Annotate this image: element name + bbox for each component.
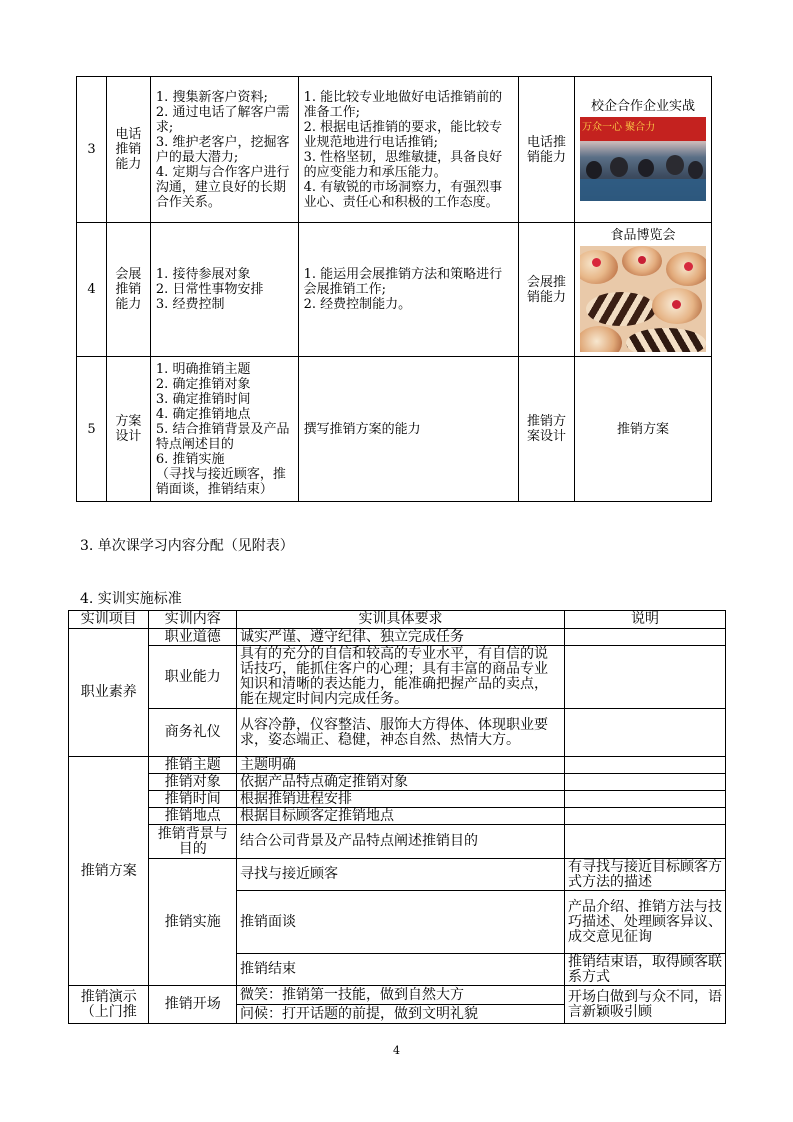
table-row — [77, 357, 712, 502]
photo-banner-text: 万众一心 聚合力 — [581, 121, 656, 133]
competency-name: 方案设计 — [106, 357, 150, 502]
list-item: 4. 有敏锐的市场洞察力，有强烈事业心、责任心和积极的工作态度。 — [303, 179, 503, 210]
content-cell: 推销时间 — [149, 791, 237, 808]
competency-requirements — [298, 77, 518, 223]
list-item: 3. 维护老客户，挖掘客户的最大潜力; — [155, 134, 290, 165]
note-cell: 产品介绍、推销方法与技巧描述、处理顾客异议、成交意见征询 — [565, 891, 726, 954]
list-item: 1. 能比较专业地做好电话推销前的准备工作; — [303, 89, 503, 120]
section-4-heading: 4. 实训实施标准 — [80, 591, 182, 607]
table-row — [69, 774, 726, 791]
competency-requirements — [298, 357, 518, 502]
classroom-photo — [580, 117, 706, 201]
table-row — [69, 646, 726, 709]
requirement-cell: 推销面谈 — [237, 891, 565, 954]
requirement-cell: 根据推销进程安排 — [237, 791, 565, 808]
project-cell: 推销方案 — [69, 757, 149, 986]
list-item: 3. 确定推销时间 — [155, 391, 251, 407]
table-row — [77, 223, 712, 357]
requirement-cell: 从容冷静，仪容整洁、服饰大方得体、体现职业要求，姿态端正、稳健，神态自然、热情大方。 — [237, 709, 565, 757]
requirement-cell: 问候：打开话题的前提，做到文明礼貌 — [237, 1005, 565, 1024]
competency-requirements — [298, 223, 518, 357]
row-number: 3 — [77, 77, 107, 223]
note-cell — [565, 646, 726, 709]
content-cell: 推销开场 — [149, 986, 237, 1024]
requirement-cell: 推销结束 — [237, 954, 565, 986]
table-row — [69, 757, 726, 774]
training-content — [150, 77, 298, 223]
ability-name: 推销方案设计 — [519, 357, 575, 502]
training-content — [150, 357, 298, 502]
table-row — [69, 808, 726, 825]
list-item: （寻找与接近顾客，推销面谈，推销结束） — [155, 466, 286, 497]
content-cell: 商务礼仪 — [149, 709, 237, 757]
requirement-cell: 主题明确 — [237, 757, 565, 774]
table-row — [69, 629, 726, 646]
note-cell — [565, 808, 726, 825]
page-number: 4 — [393, 1044, 400, 1057]
standards-table — [68, 610, 726, 1024]
list-item: 2. 根据电话推销的要求，能比较专业规范地进行电话推销; — [303, 119, 503, 150]
list-item: 1. 能运用会展推销方法和策略进行会展推销工作; — [303, 267, 503, 297]
list-item: 1. 明确推销主题 — [155, 361, 251, 377]
column-header: 实训具体要求 — [237, 611, 565, 629]
list-item: 3. 经费控制 — [155, 297, 225, 312]
competency-name: 电话推销能力 — [106, 77, 150, 223]
pastry-photo — [580, 246, 706, 352]
ability-name: 电话推销能力 — [519, 77, 575, 223]
table-row — [69, 791, 726, 808]
table-row — [69, 859, 726, 891]
list-item: 2. 日常性事物安排 — [155, 282, 264, 297]
note-cell — [565, 774, 726, 791]
ability-name: 会展推销能力 — [519, 223, 575, 357]
requirement-cell: 依据产品特点确定推销对象 — [237, 774, 565, 791]
note-cell: 开场白做到与众不同，语言新颖吸引顾 — [565, 986, 726, 1024]
list-item: 1. 搜集新客户资料; — [155, 89, 268, 105]
requirement-cell: 微笑：推销第一技能，做到自然大方 — [237, 986, 565, 1005]
list-item: 2. 通过电话了解客户需求; — [155, 104, 290, 135]
table-row — [69, 709, 726, 757]
content-cell: 推销地点 — [149, 808, 237, 825]
note-cell — [565, 757, 726, 774]
training-content — [150, 223, 298, 357]
project-title: 食品博览会 — [610, 227, 676, 243]
list-item: 撰写推销方案的能力 — [303, 421, 421, 437]
column-header: 实训项目 — [69, 611, 149, 629]
list-item: 2. 确定推销对象 — [155, 376, 251, 392]
note-cell — [565, 629, 726, 646]
project-cell: 职业素养 — [69, 629, 149, 757]
list-item: 4. 定期与合作客户进行沟通，建立良好的长期合作关系。 — [155, 164, 290, 210]
content-cell: 推销对象 — [149, 774, 237, 791]
requirement-cell: 寻找与接近顾客 — [237, 859, 565, 891]
list-item: 1. 接待参展对象 — [155, 267, 251, 282]
list-item: 2. 经费控制能力。 — [303, 297, 412, 312]
row-number: 4 — [77, 223, 107, 357]
project-cell: 推销演示（上门推 — [69, 986, 149, 1024]
note-cell — [565, 709, 726, 757]
requirement-cell: 结合公司背景及产品特点阐述推销目的 — [237, 825, 565, 859]
list-item: 4. 确定推销地点 — [155, 406, 251, 422]
project-title: 校企合作企业实战 — [590, 98, 695, 114]
note-cell — [565, 825, 726, 859]
table-row — [77, 77, 712, 223]
note-cell: 有寻找与接近目标顾客方式方法的描述 — [565, 859, 726, 891]
content-cell: 职业道德 — [149, 629, 237, 646]
content-cell: 推销主题 — [149, 757, 237, 774]
competency-name: 会展推销能力 — [106, 223, 150, 357]
requirement-cell: 诚实严谨、遵守纪律、独立完成任务 — [237, 629, 565, 646]
column-header: 说明 — [565, 611, 726, 629]
project-title: 推销方案 — [574, 357, 711, 502]
competency-table — [76, 76, 712, 502]
content-cell: 推销实施 — [149, 859, 237, 986]
table-row — [69, 986, 726, 1005]
requirement-cell: 根据目标顾客定推销地点 — [237, 808, 565, 825]
list-item: 5. 结合推销背景及产品特点阐述目的 — [155, 421, 290, 452]
table-header-row — [69, 611, 726, 629]
project-cell — [574, 223, 711, 357]
list-item: 6. 推销实施 — [155, 451, 225, 467]
requirement-cell: 具有的充分的自信和较高的专业水平，有自信的说话技巧，能抓住客户的心理；具有丰富的商品专业知识和清晰的表达能力，能准确把握产品的卖点，能在规定时间内完成任务。 — [237, 646, 565, 709]
note-cell: 推销结束语，取得顾客联系方式 — [565, 954, 726, 986]
table-row — [69, 825, 726, 859]
note-cell — [565, 791, 726, 808]
column-header: 实训内容 — [149, 611, 237, 629]
section-3-heading: 3. 单次课学习内容分配（见附表） — [80, 538, 294, 554]
content-cell: 职业能力 — [149, 646, 237, 709]
list-item: 3. 性格坚韧，思维敏捷，具备良好的应变能力和承压能力。 — [303, 149, 503, 180]
content-cell: 推销背景与目的 — [149, 825, 237, 859]
row-number: 5 — [77, 357, 107, 502]
project-cell — [574, 77, 711, 223]
